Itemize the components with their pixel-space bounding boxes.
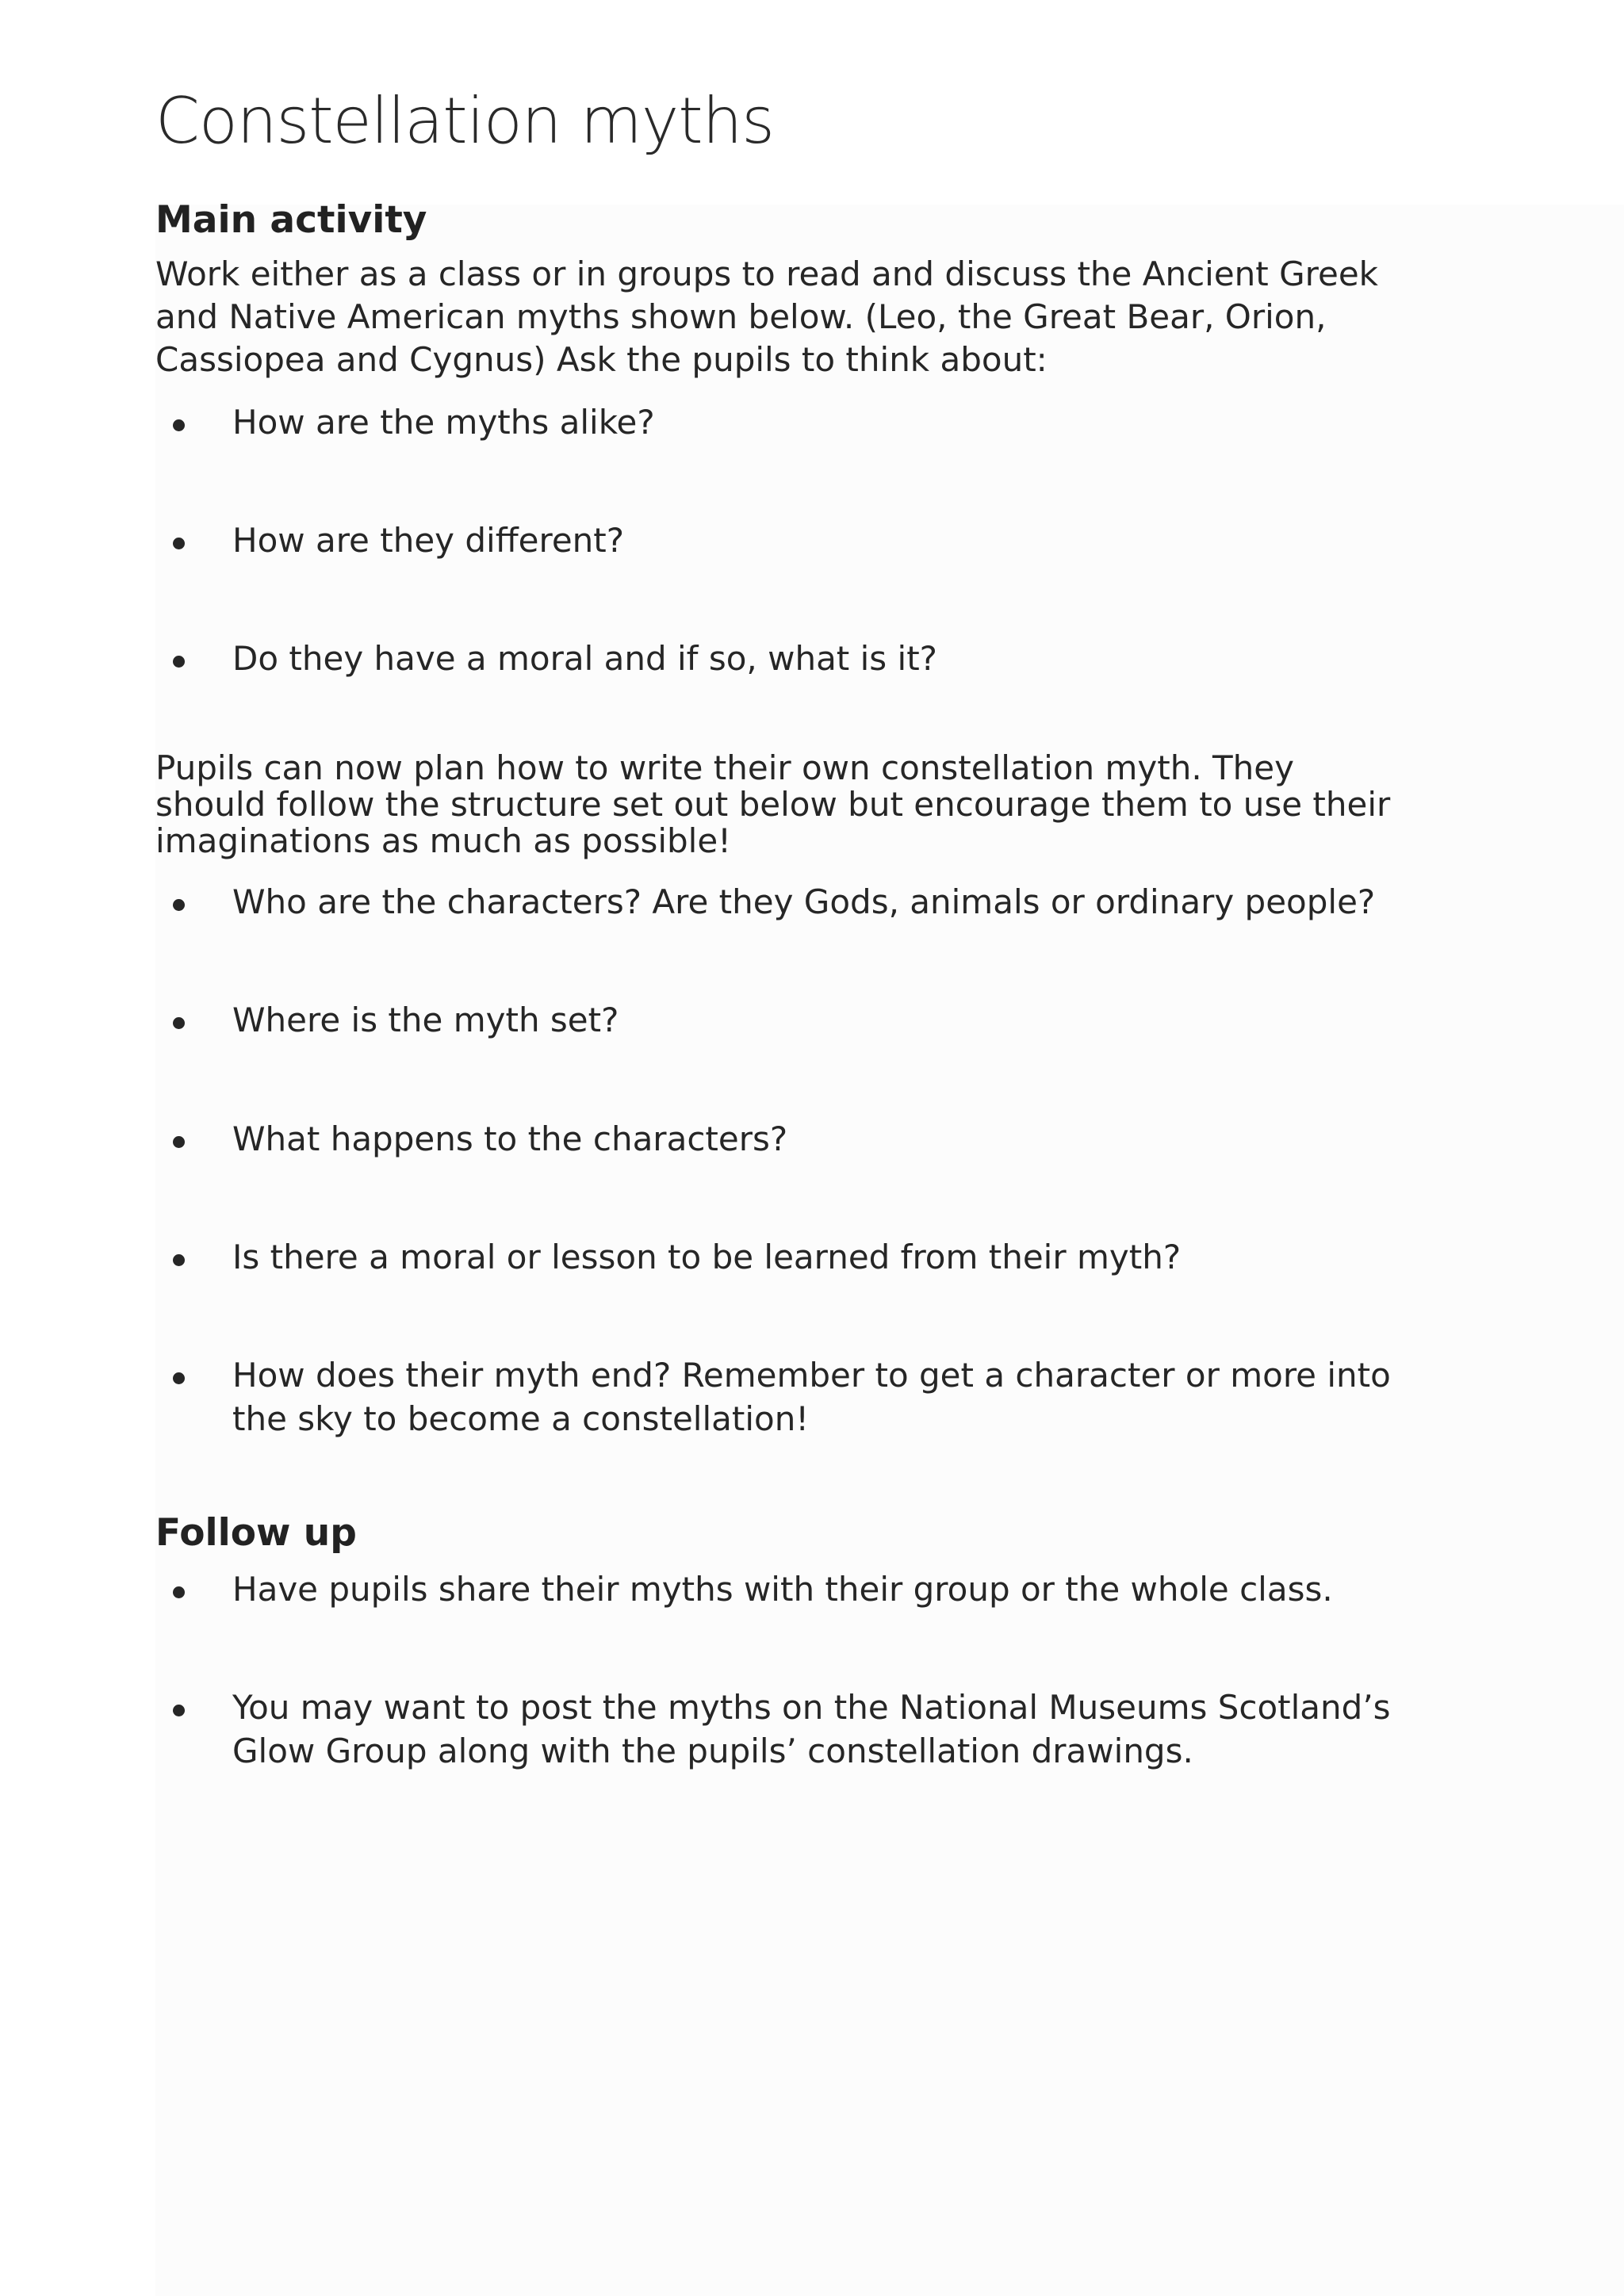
list-item-text: [232, 1686, 1391, 1773]
bullet-icon: [173, 419, 185, 431]
list-item-text: Who are the characters? Are they Gods, animals or ordinary people?: [232, 882, 1376, 921]
intro-paragraph: [155, 253, 1378, 381]
bullet-icon: [173, 1586, 185, 1598]
list-item-line: You may want to post the myths on the National Museums Scotland’s: [232, 1688, 1391, 1727]
plan-line: Pupils can now plan how to write their own constellation myth. They: [155, 748, 1294, 787]
bullet-icon: [173, 899, 185, 911]
list-item-text: Is there a moral or lesson to be learned from their myth?: [232, 1238, 1182, 1276]
plan-line: should follow the structure set out below but encourage them to use their: [155, 785, 1391, 824]
intro-line: Cassiopea and Cygnus) Ask the pupils to think about:: [155, 340, 1048, 379]
bullet-icon: [173, 1136, 185, 1148]
list-item-text: How are the myths alike?: [232, 403, 655, 442]
main-activity-heading: Main activity: [155, 198, 427, 242]
list-item-text: What happens to the characters?: [232, 1119, 788, 1158]
follow-up-heading: Follow up: [155, 1511, 357, 1555]
list-item-text: [232, 1353, 1391, 1441]
list-item-line: How does their myth end? Remember to get a character or more into: [232, 1356, 1391, 1395]
bullet-icon: [173, 656, 185, 668]
list-item-line: the sky to become a constellation!: [232, 1399, 810, 1438]
bullet-icon: [173, 1372, 185, 1384]
bullet-icon: [173, 1254, 185, 1266]
plan-paragraph: [155, 750, 1390, 859]
list-item-text: Where is the myth set?: [232, 1001, 619, 1039]
bullet-icon: [173, 1017, 185, 1029]
list-item-text: How are they different?: [232, 521, 625, 560]
list-item-text: Do they have a moral and if so, what is it?: [232, 639, 937, 678]
list-item-text: Have pupils share their myths with their group or the whole class.: [232, 1570, 1333, 1609]
plan-line: imaginations as much as possible!: [155, 821, 732, 860]
bullet-icon: [173, 538, 185, 549]
intro-line: Work either as a class or in groups to read and discuss the Ancient Greek: [155, 254, 1379, 293]
document-title: Constellation myths: [155, 84, 774, 158]
intro-line: and Native American myths shown below. (Leo, the Great Bear, Orion,: [155, 297, 1327, 336]
bullet-icon: [173, 1705, 185, 1716]
list-item-line: Glow Group along with the pupils’ constellation drawings.: [232, 1732, 1193, 1770]
